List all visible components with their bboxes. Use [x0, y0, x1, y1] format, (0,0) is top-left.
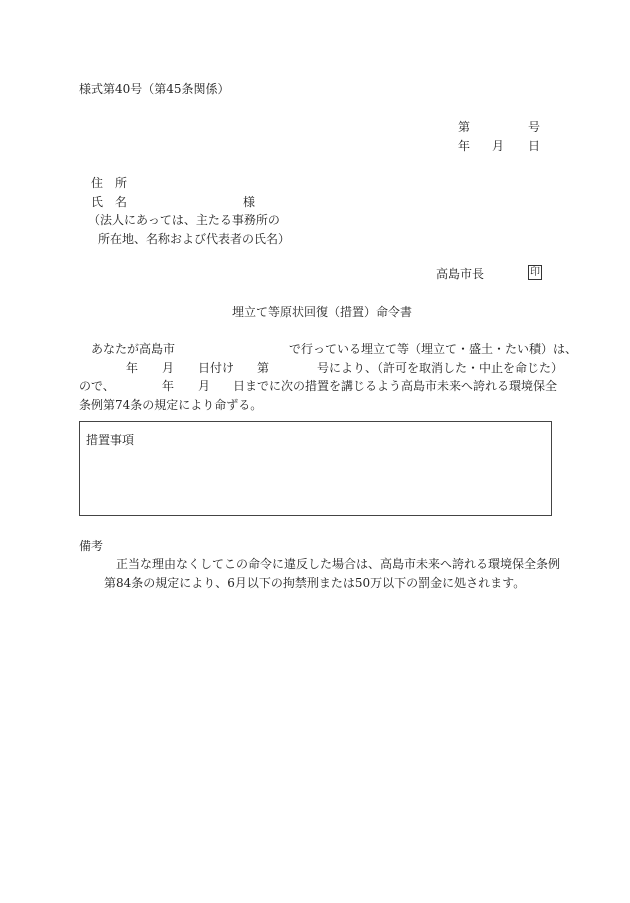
body-line4: 条例第74条の規定により命ずる。	[79, 398, 263, 412]
body-line1-end: で行っている埋立て等（埋立て・盛土・たい積）は、	[289, 342, 578, 356]
address-label: 住 所	[91, 176, 128, 190]
name-label: 氏 名	[91, 195, 128, 209]
date-day: 日	[528, 139, 541, 153]
issuer-title: 高島市長	[436, 267, 485, 281]
form-number-label: 様式第40号（第45条関係）	[79, 82, 230, 96]
body-line3-start: ので、	[79, 379, 115, 393]
remarks-line2: 第84条の規定により、6月以下の拘禁刑または50万以下の罰金に処されます。	[104, 576, 526, 590]
body-line2-year: 年	[126, 361, 139, 375]
document-title: 埋立て等原状回復（措置）命令書	[232, 305, 413, 319]
measures-label: 措置事項	[86, 433, 135, 447]
body-line2-rest: 号により、（許可を取消した・中止を命じた）	[317, 361, 564, 375]
body-line2-dai: 第	[257, 361, 270, 375]
doc-number-go: 号	[528, 120, 541, 134]
body-line3-rest: 日までに次の措置を講じるよう高島市未来へ誇れる環境保全	[233, 379, 558, 393]
body-line1-start: あなたが高島市	[91, 342, 176, 356]
date-month: 月	[492, 139, 505, 153]
body-line2-day: 日付け	[198, 361, 235, 375]
body-line3-year: 年	[162, 379, 175, 393]
corporate-note-line1: （法人にあっては、主たる事務所の	[88, 213, 280, 227]
measures-box	[79, 421, 552, 516]
body-line3-month: 月	[198, 379, 211, 393]
body-line2-month: 月	[162, 361, 175, 375]
honorific: 様	[243, 195, 256, 209]
remarks-label: 備考	[79, 539, 104, 553]
seal-mark: 印	[530, 267, 540, 278]
doc-number-dai: 第	[458, 120, 471, 134]
remarks-line1: 正当な理由なくしてこの命令に違反した場合は、高島市未来へ誇れる環境保全条例	[116, 557, 561, 571]
corporate-note-line2: 所在地、名称および代表者の氏名）	[98, 232, 291, 246]
date-year: 年	[458, 139, 471, 153]
